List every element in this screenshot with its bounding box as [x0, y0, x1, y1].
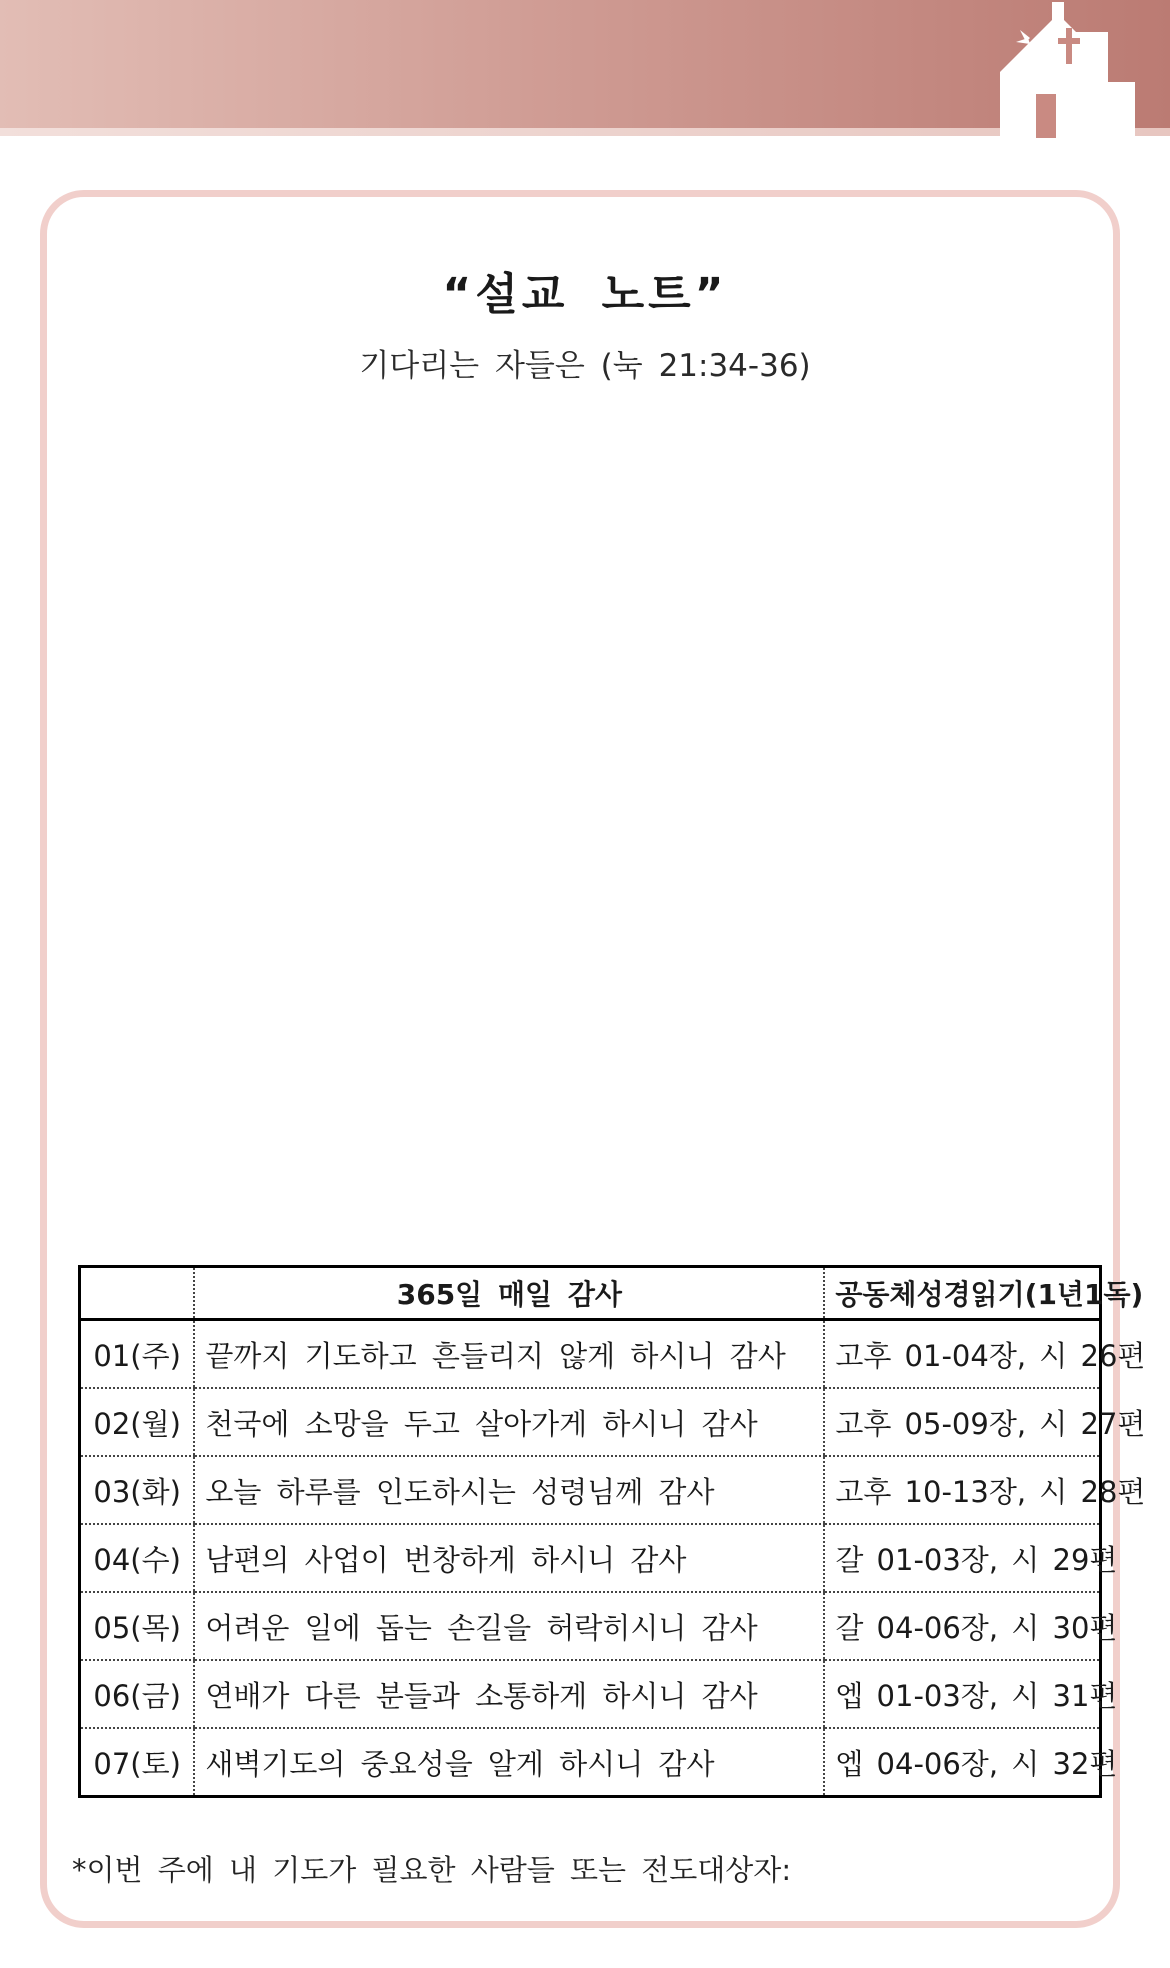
table-row [80, 1524, 1101, 1592]
reading-cell: 고후 01-04장, 시 26편 [824, 1320, 1100, 1389]
table-row [80, 1592, 1101, 1660]
table-row [80, 1320, 1101, 1389]
sermon-title: “설교 노트” [442, 269, 728, 320]
top-banner [0, 0, 1170, 128]
thanks-cell: 어려운 일에 돕는 손길을 허락히시니 감사 [194, 1592, 824, 1660]
day-cell: 05(목) [80, 1592, 195, 1660]
thanks-cell: 새벽기도의 중요성을 알게 하시니 감사 [194, 1728, 824, 1797]
gratitude-reading-table [78, 1265, 1146, 1798]
day-cell: 01(주) [80, 1320, 195, 1389]
church-icon [1000, 2, 1135, 138]
day-cell: 07(토) [93, 1746, 181, 1781]
thanks-cell: 연배가 다른 분들과 소통하게 하시니 감사 [194, 1660, 824, 1728]
reading-cell: 갈 04-06장, 시 30편 [824, 1592, 1100, 1660]
header-thanks: 365일 매일 감사 [194, 1267, 824, 1320]
sermon-subtitle: 기다리는 자들은 (눅 21:34-36) [359, 348, 811, 384]
table-row [80, 1660, 1101, 1728]
table-row [80, 1456, 1101, 1524]
header-day [80, 1267, 195, 1320]
reading-cell: 고후 05-09장, 시 27편 [824, 1388, 1100, 1456]
day-cell: 02(월) [80, 1388, 195, 1456]
reading-cell: 엡 04-06장, 시 32편 [824, 1728, 1100, 1797]
thanks-cell: 남편의 사업이 번창하게 하시니 감사 [194, 1524, 824, 1592]
thanks-cell: 끝까지 기도하고 흔들리지 않게 하시니 감사 [194, 1320, 824, 1389]
table-row [80, 1728, 1101, 1797]
day-cell: 04(수) [80, 1524, 195, 1592]
reading-cell: 엡 01-03장, 시 31편 [824, 1660, 1100, 1728]
day-cell: 03(화) [80, 1456, 195, 1524]
header-reading: 공동체성경읽기(1년1독) [824, 1267, 1100, 1320]
thanks-cell: 천국에 소망을 두고 살아가게 하시니 감사 [194, 1388, 824, 1456]
day-cell: 06(금) [80, 1660, 195, 1728]
table-row [80, 1388, 1101, 1456]
banner-edge [0, 128, 1170, 136]
thanks-cell: 오늘 하루를 인도하시는 성령님께 감사 [194, 1456, 824, 1524]
table-header-row [80, 1267, 1101, 1320]
prayer-request-label: *이번 주에 내 기도가 필요한 사람들 또는 전도대상자: [72, 1853, 792, 1887]
reading-cell: 고후 10-13장, 시 28편 [824, 1456, 1100, 1524]
reading-cell: 갈 01-03장, 시 29편 [824, 1524, 1100, 1592]
